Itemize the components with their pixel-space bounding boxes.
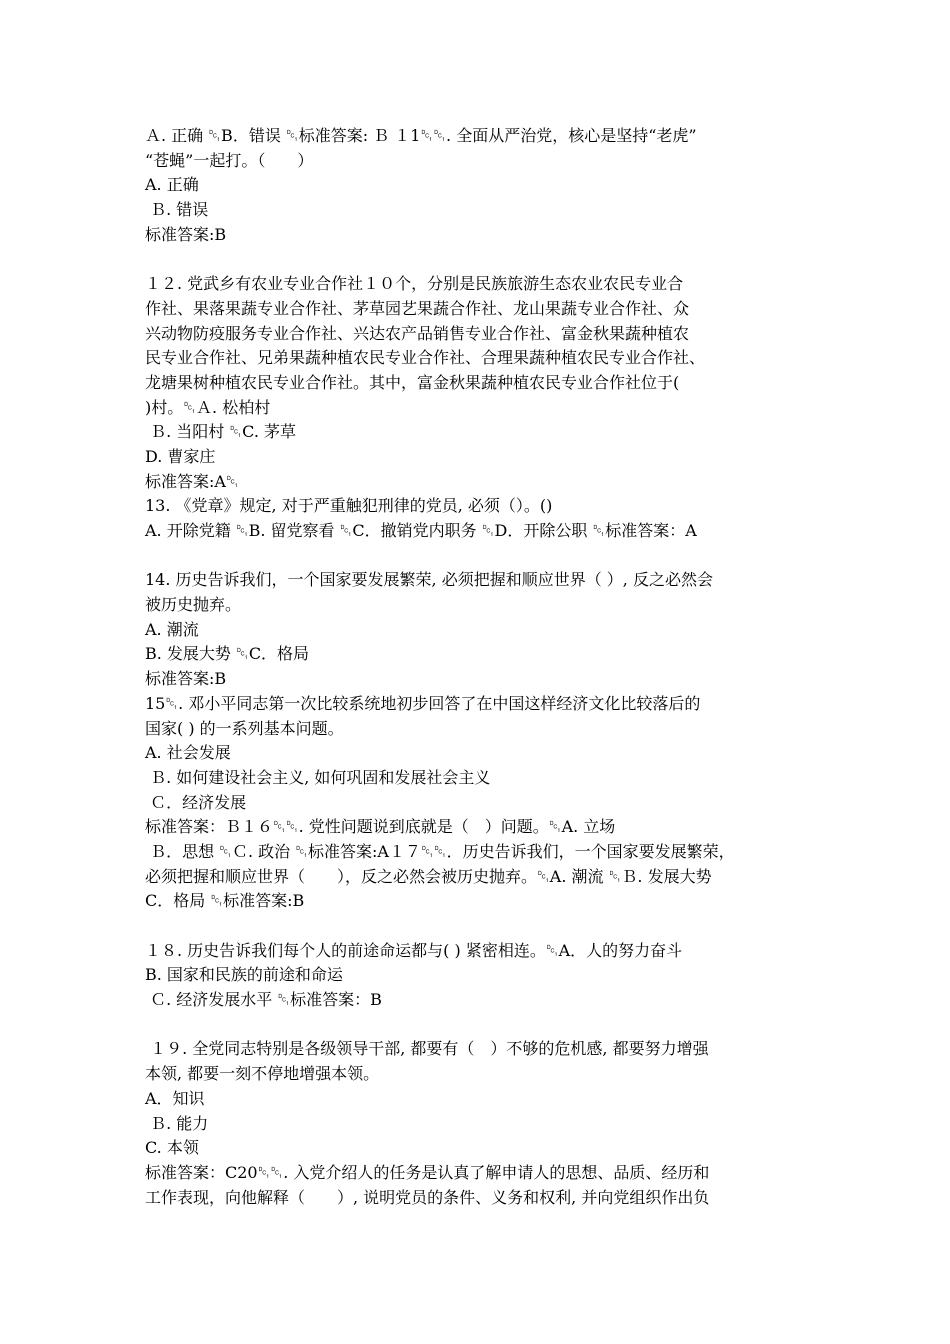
text-line: )村。␑Ａ. 松柏村 xyxy=(145,397,271,417)
text-line: １９. 全党同志特别是各级领导干部, 都要有（ ）不够的危机感, 都要努力增强 xyxy=(145,1039,709,1059)
text-line: 标准答案：Ｂ１６␑␑. 党性问题说到底就是（ ）问题。␑A. 立场 xyxy=(145,817,616,837)
text-line: B. 国家和民族的前途和命运 xyxy=(145,965,343,985)
text-line: 标准答案:B xyxy=(145,224,227,244)
text-line: Ｃ．经济发展 xyxy=(145,792,247,812)
blank-line xyxy=(145,247,825,272)
text-line: 被历史抛弃。 xyxy=(145,595,242,615)
text-line: Ｃ. 经济发展水平 ␑标准答案：B xyxy=(145,990,382,1010)
text-line: B. 发展大势 ␑C．格局 xyxy=(145,644,310,664)
text-line: A．知识 xyxy=(145,1088,205,1108)
blank-line xyxy=(145,1013,825,1038)
text-line: Ｂ. 错误 xyxy=(145,200,209,220)
text-line: 标准答案:A␑ xyxy=(145,471,239,491)
text-line: A. 社会发展 xyxy=(145,743,231,763)
text-line: Ｂ. 当阳村 ␑C. 茅草 xyxy=(145,422,296,442)
text-line: C. 本领 xyxy=(145,1138,199,1158)
text-line: Ａ. 正确 ␑B．错误 ␑标准答案: Ｂ １1␑␑. 全面从严治党，核心是坚持“老虎” xyxy=(145,126,697,145)
text-line: A. 潮流 xyxy=(145,619,199,639)
text-line: C．格局 ␑标准答案:B xyxy=(145,891,305,911)
text-line: A. 正确 xyxy=(145,175,199,195)
text-line: Ｂ. 如何建设社会主义, 如何巩固和发展社会主义 xyxy=(145,767,491,787)
text-line: 标准答案：C20␑␑. 入党介绍人的任务是认真了解申请人的思想、品质、经历和 xyxy=(145,1162,710,1182)
text-line: １８. 历史告诉我们每个人的前途命运都与( ) 紧密相连。␑A．人的努力奋斗 xyxy=(145,940,683,960)
blank-line xyxy=(145,914,825,939)
text-line: 兴动物防疫服务专业合作社、兴达农产品销售专业合作社、富金秋果蔬种植农 xyxy=(145,323,690,343)
text-line: 本领, 都要一刻不停地增强本领。 xyxy=(145,1064,380,1084)
text-line: １２. 党武乡有农业专业合作社１０个，分别是民族旅游生态农业农民专业合 xyxy=(145,274,684,294)
text-line: 龙塘果树种植农民专业合作社。其中，富金秋果蔬种植农民专业合作社位于( xyxy=(145,372,680,392)
text-line: A. 开除党籍 ␑B. 留党察看 ␑C．撤销党内职务 ␑D．开除公职 ␑标准答案：A xyxy=(145,521,697,540)
text-line: 标准答案:B xyxy=(145,669,227,689)
text-line: “苍蝇”一起打。（ ） xyxy=(145,150,314,170)
text-line: 工作表现，向他解释（ ）, 说明党员的条件、义务和权利, 并向党组织作出负 xyxy=(145,1187,710,1207)
text-line: 必须把握和顺应世界（ ），反之必然会被历史抛弃。␑A. 潮流 ␑Ｂ. 发展大势 xyxy=(145,866,712,886)
text-line: Ｂ. 能力 xyxy=(145,1113,209,1133)
document-body xyxy=(145,124,825,1210)
text-line: D. 曹家庄 xyxy=(145,446,216,466)
blank-line xyxy=(145,544,825,569)
text-line: 14. 历史告诉我们，一个国家要发展繁荣, 必须把握和顺应世界（ ）, 反之必然会 xyxy=(145,570,713,590)
text-line: 13. 《党章》规定, 对于严重触犯刑律的党员, 必须（）。() xyxy=(145,496,553,516)
text-line: 作社、果落果蔬专业合作社、茅草园艺果蔬合作社、龙山果蔬专业合作社、众 xyxy=(145,298,690,318)
text-line: 国家( ) 的一系列基本问题。 xyxy=(145,718,344,738)
text-line: Ｂ．思想 ␑Ｃ. 政治 ␑标准答案:A１７␑␑．历史告诉我们，一个国家要发展繁荣， xyxy=(145,841,735,861)
text-line: 民专业合作社、兄弟果蔬种植农民专业合作社、合理果蔬种植农民专业合作社、 xyxy=(145,348,706,368)
text-line: 15␑. 邓小平同志第一次比较系统地初步回答了在中国这样经济文化比较落后的 xyxy=(145,693,701,713)
